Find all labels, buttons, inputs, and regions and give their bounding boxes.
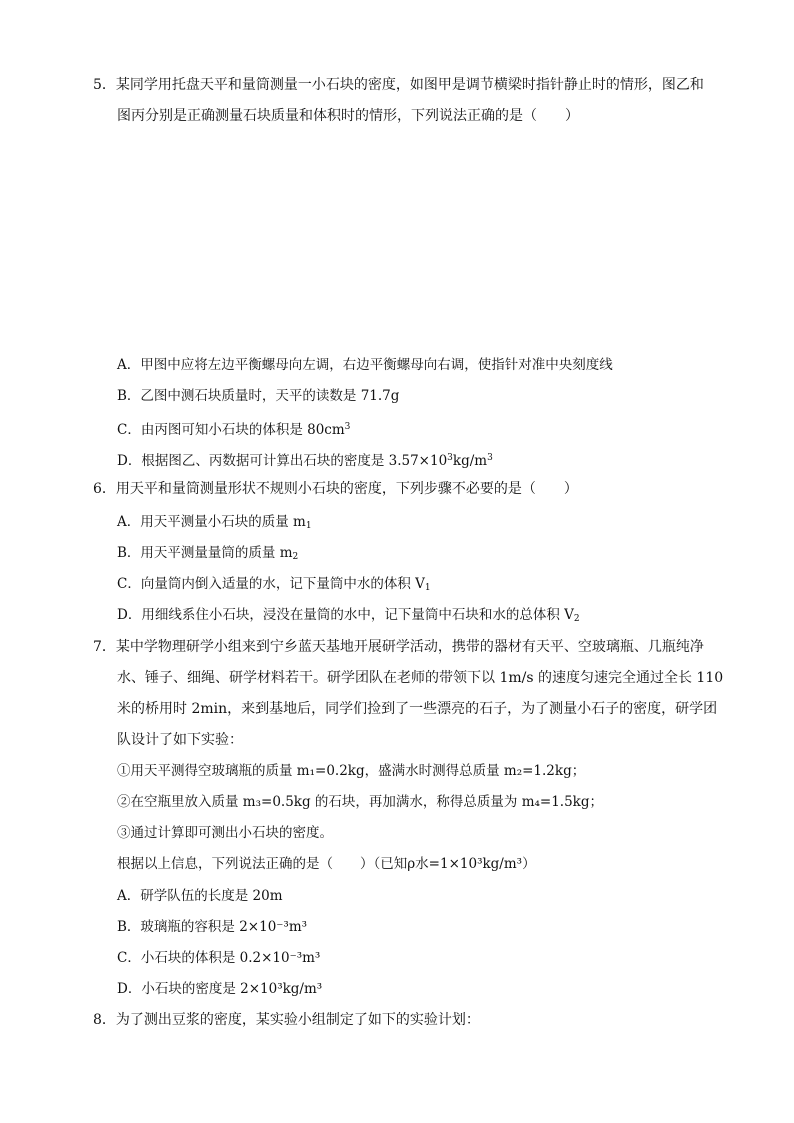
q5-stem-line2: 图丙分别是正确测量石块质量和体积时的情形，下列说法正确的是（ ） <box>117 108 579 124</box>
q6-option-c: C．向量筒内倒入适量的水，记下量筒中水的体积 $V_1$ <box>117 576 431 593</box>
q5-option-c: C．由丙图可知小石块的体积是 $80cm^3$ <box>117 422 351 438</box>
q5-option-a: A．甲图中应将左边平衡螺母向左调，右边平衡螺母向右调，使指针对准中央刻度线 <box>117 357 613 373</box>
q7-stem-line1: 7．某中学物理研学小组来到宁乡蓝天基地开展研学活动，携带的器材有天平、空玻璃瓶、几瓶纯净 <box>93 639 704 655</box>
q7-step-2: ②在空瓶里放入质量 m₃=0.5kg 的石块，再加满水，称得总质量为 m₄=1.5kg； <box>117 794 604 810</box>
q7-prompt: 根据以上信息，下列说法正确的是（ ）（已知ρ水=1×10³kg/m³） <box>117 856 536 872</box>
q7-stem-line3: 米的桥用时 2min，来到基地后，同学们捡到了一些漂亮的石子，为了测量小石子的密度，研学团 <box>117 701 718 717</box>
q6-option-d: D．用细线系住小石块，浸没在量筒的水中，记下量筒中石块和水的总体积 $V_2$ <box>117 607 580 624</box>
q7-option-a: A．研学队伍的长度是 20m <box>117 888 283 904</box>
q7-option-b: B．玻璃瓶的容积是 2×10⁻³m³ <box>117 919 308 935</box>
q8-stem: 8．为了测出豆浆的密度，某实验小组制定了如下的实验计划： <box>93 1012 480 1028</box>
q6-option-a: A．用天平测量小石块的质量 $m_1$ <box>117 514 312 531</box>
q7-option-c: C．小石块的体积是 0.2×10⁻³m³ <box>117 950 321 966</box>
q6-option-b: B．用天平测量量筒的质量 $m_2$ <box>117 545 299 562</box>
q7-option-d: D．小石块的密度是 2×10³kg/m³ <box>117 981 323 997</box>
q5-stem-line1: 5．某同学用托盘天平和量筒测量一小石块的密度，如图甲是调节横梁时指针静止时的情形，图乙和 <box>93 77 704 93</box>
q7-step-1: ①用天平测得空玻璃瓶的质量 m₁=0.2kg，盛满水时测得总质量 m₂=1.2kg； <box>117 763 586 779</box>
q7-stem-line2: 水、锤子、细绳、研学材料若干。研学团队在老师的带领下以 1m/s 的速度匀速完全通过全长 110 <box>117 670 724 686</box>
q7-stem-line4: 队设计了如下实验： <box>117 732 243 748</box>
q5-figure-area <box>117 135 697 345</box>
q5-option-b: B．乙图中测石块质量时，天平的读数是 71.7g <box>117 388 400 404</box>
q6-stem: 6．用天平和量筒测量形状不规则小石块的密度，下列步骤不必要的是（ ） <box>93 481 578 497</box>
q5-option-d: D．根据图乙、丙数据可计算出石块的密度是 $3.57\times 10^3kg/m^3$ <box>117 453 493 469</box>
q7-step-3: ③通过计算即可测出小石块的密度。 <box>117 825 333 841</box>
